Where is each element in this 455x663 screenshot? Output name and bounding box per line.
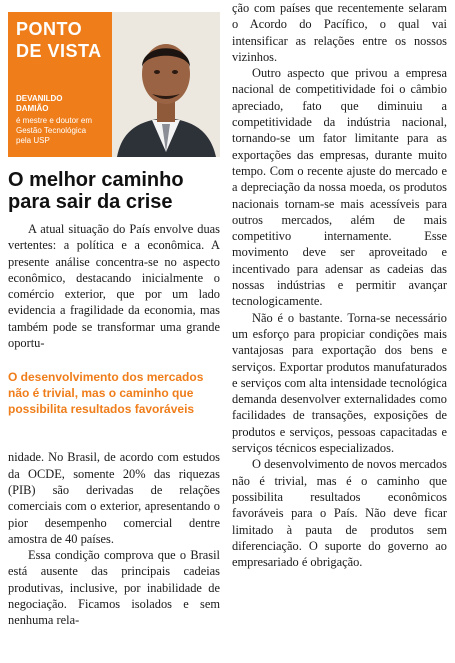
author-name-line2: DAMIÃO	[16, 104, 49, 113]
author-bio-line3: pela USP	[16, 136, 50, 145]
left-text-block-2	[8, 449, 220, 628]
paragraph-5: O desenvolvimento de novos mercados não é trivial, mas é o caminho que possibilita resultados econômicos favoráveis para o País. Não deve ficar limitado à pauta de produtos sem diferenciação. O suporte do governo ao empresariado é obrigação.	[232, 457, 447, 570]
column-banner	[8, 12, 220, 157]
article-headline	[8, 169, 220, 213]
paragraph-3: Outro aspecto que privou a empresa nacional de competitividade foi o câmbio apreciado, fato que diminuiu a competitividade da indústria nacional, tornando-se um fator limitante para as exportações das empresas, durante muito tempo. Com o recente ajuste do mercado e a depreciação da nossa moeda, os produtos nacionais tornam-se mais acessíveis para outros mercados, além de mais competitivo internamente. Esse movimento deve ser aproveitado e incentivado para adensar as cadeias das nossas indústrias e permitir avançar tecnologicamente.	[232, 66, 447, 309]
author-bio	[16, 116, 108, 146]
author-bio-line2: Gestão Tecnológica	[16, 126, 87, 135]
banner-orange-panel	[8, 12, 112, 157]
author-name-line1: DEVANILDO	[16, 94, 63, 103]
author-bio-line1: é mestre e doutor em	[16, 116, 93, 125]
author-photo	[112, 12, 220, 157]
left-text-block-1	[8, 221, 220, 351]
headline-line2: para sair da crise	[8, 191, 173, 213]
paragraph-1: A atual situação do País envolve duas vertentes: a política e a econômica. A presente análise concentra-se no aspecto econômico, destacando inicialmente o comércio exterior, que por um lado evidencia a fragilidade da economia, mas também pode se transformar uma grande oportu-	[8, 222, 220, 351]
paragraph-4: Não é o bastante. Torna-se necessário um esforço para propiciar condições mais vantajosas para exportação dos bens e serviços. Exportar produtos manufaturados e serviços com alta intensidade tecnológica demanda desenvolver externalidades como facilidades de transações, exposições de produtos e serviços, pessoas capacitadas e serviços técnicos especializados.	[232, 310, 447, 456]
paragraph-2: Essa condição comprova que o Brasil está ausente das principais cadeias produtivas, inclusive, por inabilidade de negociação. Ficamos isolados e sem nenhuma rela-	[8, 548, 220, 628]
pull-quote: O desenvolvimento dos mercados não é trivial, mas o caminho que possibilita resultados favoráveis	[8, 370, 204, 417]
section-title	[16, 18, 102, 62]
left-column	[8, 12, 220, 629]
right-column	[232, 0, 447, 570]
paragraph-2-continued: ção com países que recentemente selaram o Acordo do Pacífico, o qual vai intensificar as relações entre os nossos vizinhos.	[232, 1, 447, 64]
paragraph-1-continued: nidade. No Brasil, de acordo com estudos da OCDE, somente 20% das riquezas (PIB) são derivadas de relações comerciais com o exterior, apresentando o pior desempenho comercial dentre amostra de 40 países.	[8, 450, 220, 546]
author-portrait-image	[112, 12, 220, 157]
section-title-line1: PONTO	[16, 19, 83, 39]
author-name	[16, 94, 63, 114]
section-title-line2: DE VISTA	[16, 41, 102, 61]
headline-line1: O melhor caminho	[8, 169, 184, 191]
